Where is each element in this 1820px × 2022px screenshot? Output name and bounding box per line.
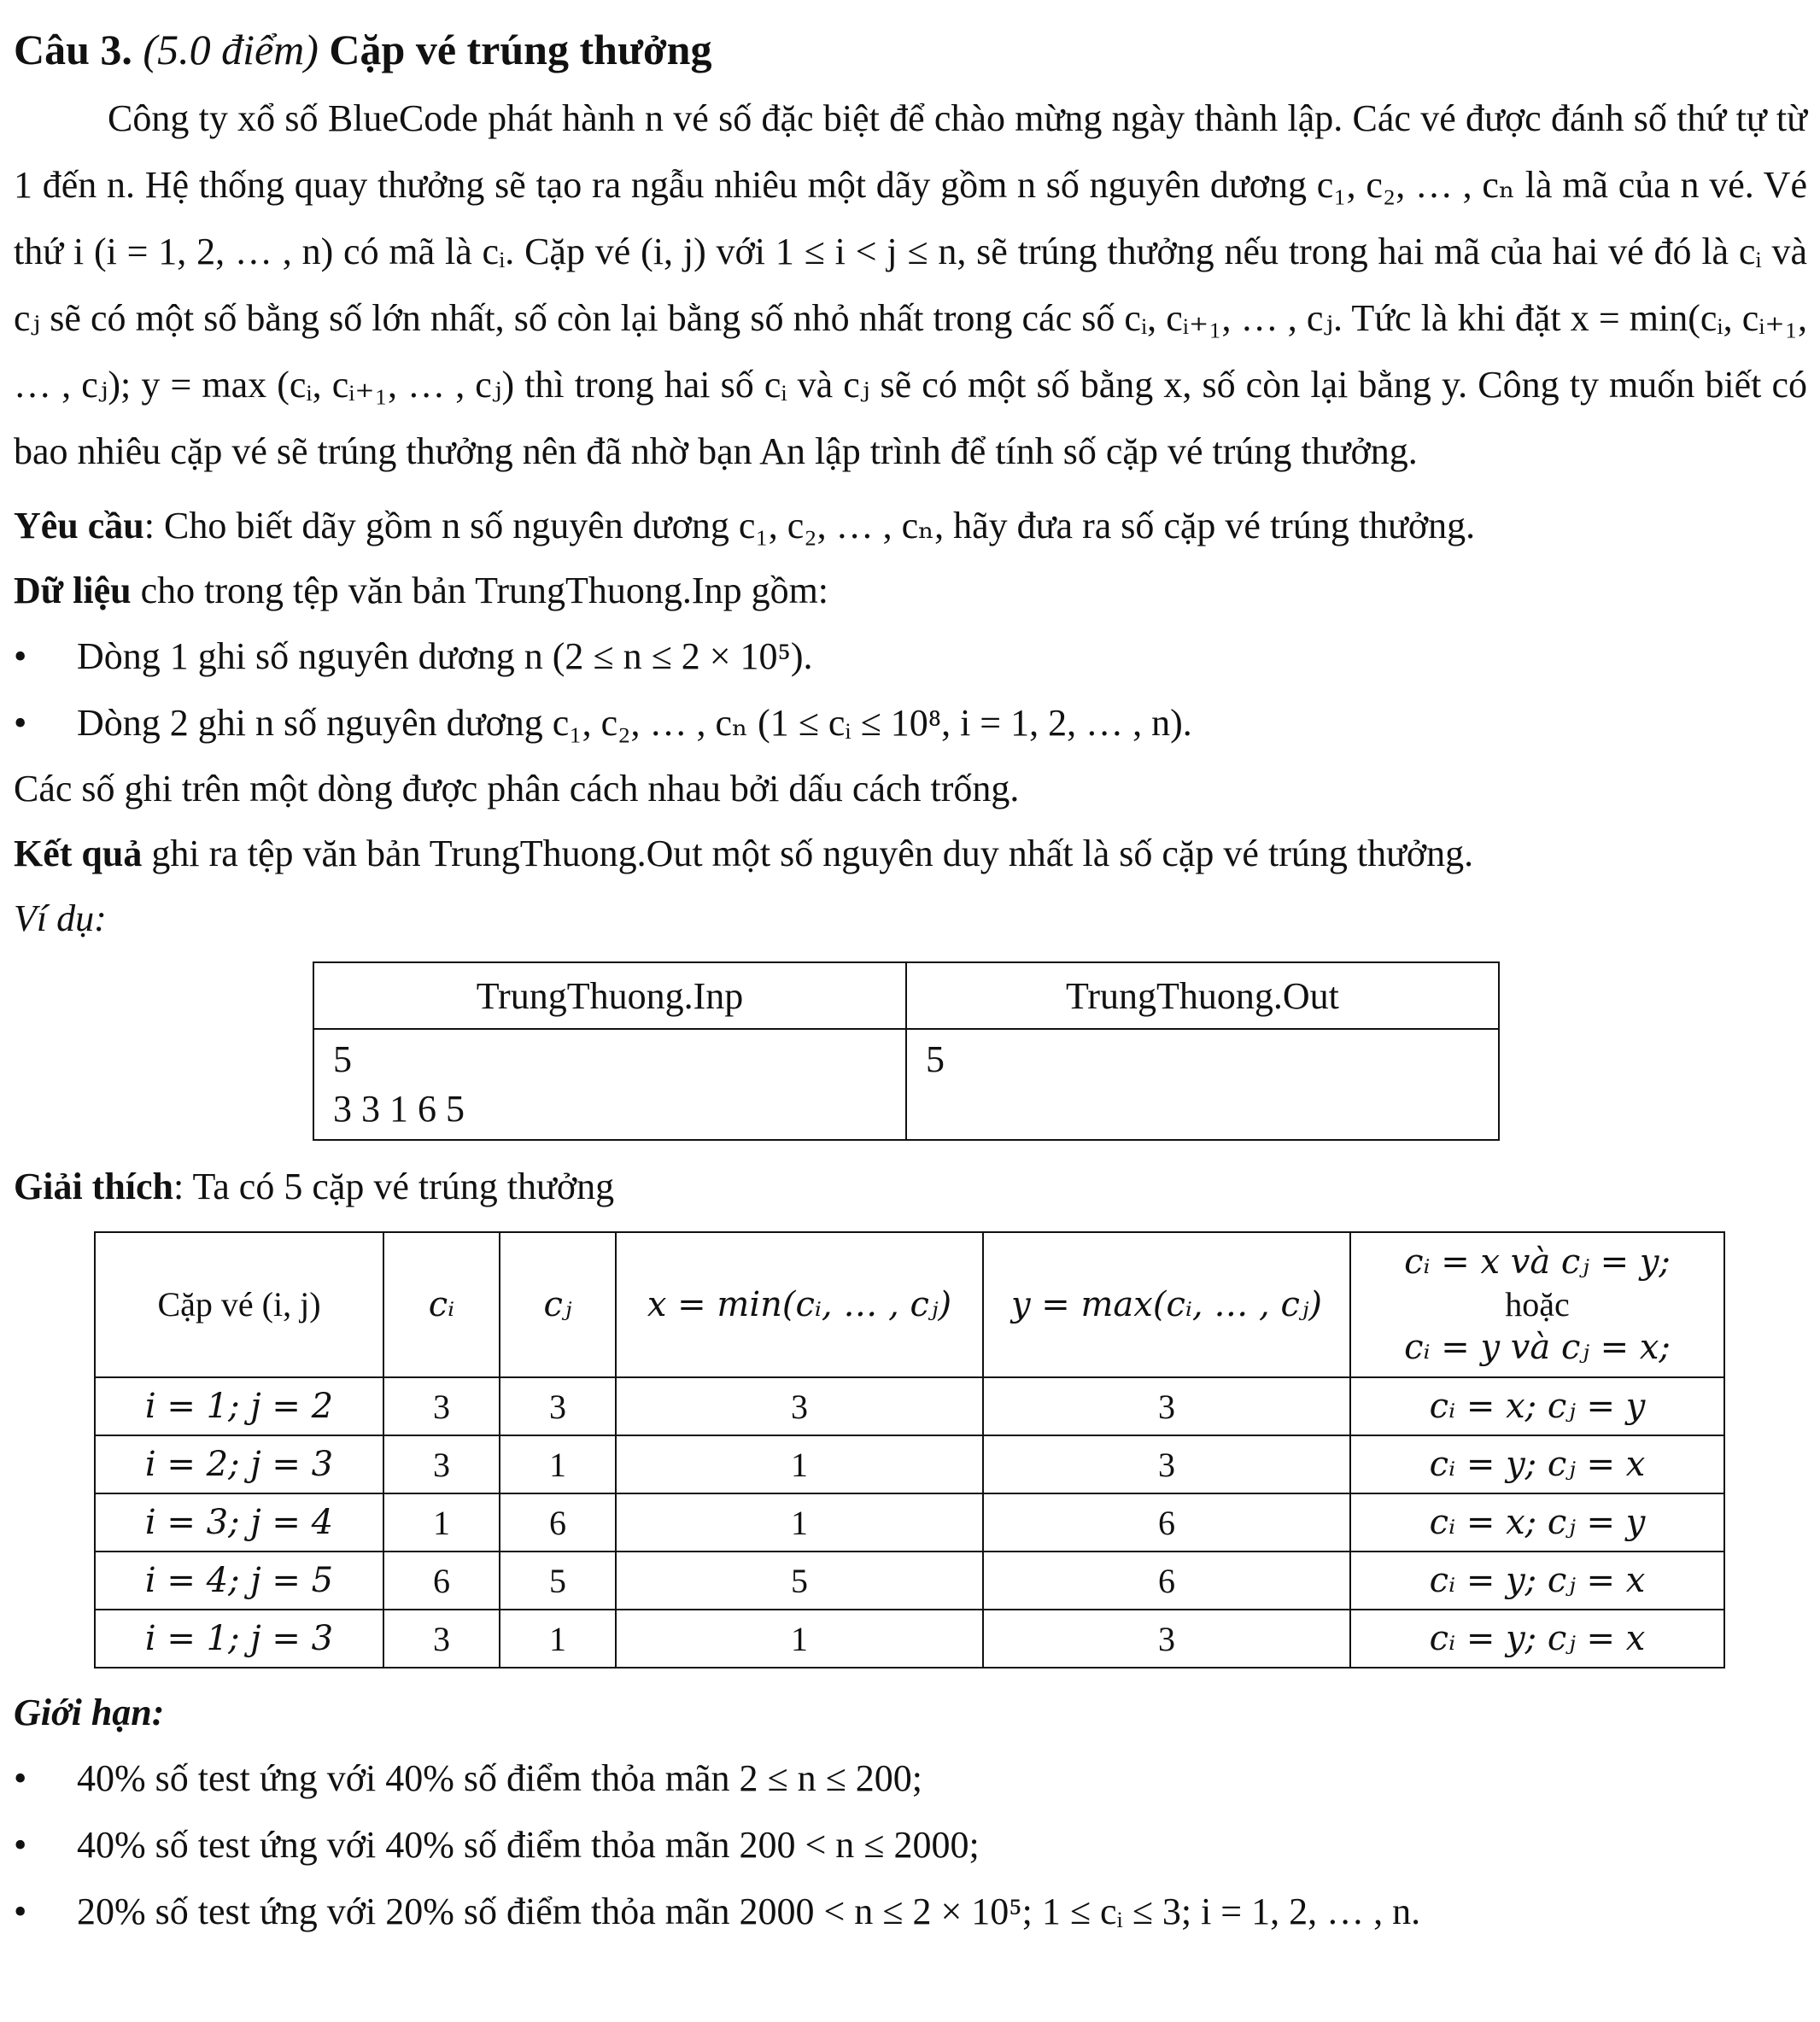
header-cj: cⱼ bbox=[500, 1232, 616, 1377]
cell-ci: 6 bbox=[383, 1552, 500, 1610]
explanation-label: Giải thích bbox=[14, 1166, 174, 1207]
request-label: Yêu cầu bbox=[14, 505, 144, 546]
cell-ci: 3 bbox=[383, 1435, 500, 1493]
example-output-line-1: 5 bbox=[925, 1038, 945, 1080]
cell-cj: 3 bbox=[500, 1377, 616, 1435]
cell-max: 6 bbox=[983, 1552, 1350, 1610]
limit-item-1: • 40% số test ứng với 40% số điểm thỏa mãn 2 ≤ n ≤ 200; bbox=[14, 1745, 1807, 1812]
header-min: x = min(cᵢ, … , cⱼ) bbox=[616, 1232, 983, 1377]
header-pair: Cặp vé (i, j) bbox=[95, 1232, 383, 1377]
request-text: : Cho biết dãy gồm n số nguyên dương c₁, c₂, … , cₙ, hãy đưa ra số cặp vé trúng thưởng. bbox=[143, 505, 1476, 546]
cell-pair: i = 2; j = 3 bbox=[95, 1435, 383, 1493]
example-input-line-2: 3 3 1 6 5 bbox=[333, 1088, 465, 1130]
cell-condition: cᵢ = y; cⱼ = x bbox=[1350, 1435, 1724, 1493]
problem-points: (5.0 điểm) bbox=[143, 26, 319, 73]
input-spec-label: Dữ liệu bbox=[14, 570, 132, 611]
limit-item-3: • 20% số test ứng với 20% số điểm thỏa mãn 2000 < n ≤ 2 × 10⁵; 1 ≤ cᵢ ≤ 3; i = 1, 2, … , n. bbox=[14, 1879, 1807, 1945]
cell-condition: cᵢ = y; cⱼ = x bbox=[1350, 1552, 1724, 1610]
cell-cj: 1 bbox=[500, 1435, 616, 1493]
cell-pair: i = 3; j = 4 bbox=[95, 1493, 383, 1552]
input-line-2: • Dòng 2 ghi n số nguyên dương c₁, c₂, … , cₙ (1 ≤ cᵢ ≤ 10⁸, i = 1, 2, … , n). bbox=[14, 690, 1807, 757]
cell-ci: 3 bbox=[383, 1610, 500, 1668]
problem-document bbox=[14, 17, 1807, 1945]
table-row bbox=[95, 1493, 1724, 1552]
cell-pair: i = 4; j = 5 bbox=[95, 1552, 383, 1610]
header-ci: cᵢ bbox=[383, 1232, 500, 1377]
problem-number: Câu 3. bbox=[14, 26, 132, 73]
header-condition-line-3: cᵢ = y và cⱼ = x; bbox=[1404, 1328, 1671, 1367]
cell-pair: i = 1; j = 2 bbox=[95, 1377, 383, 1435]
table-row bbox=[95, 1610, 1724, 1668]
output-spec-text: ghi ra tệp văn bản TrungThuong.Out một số nguyên duy nhất là số cặp vé trúng thưởng. bbox=[142, 833, 1474, 874]
intro-text: Công ty xổ số BlueCode phát hành n vé số đặc biệt để chào mừng ngày thành lập. Các vé được đánh số thứ tự từ 1 đến n. Hệ thống quay thưởng sẽ tạo ra ngẫu nhiêu một dãy gồm n số nguyên dương c₁, c₂, … , cₙ là mã của n vé. Vé thứ i (i = 1, 2, … , n) có mã là cᵢ. Cặp vé (i, j) với 1 ≤ i < j ≤ n, sẽ trúng thưởng nếu trong hai mã của hai vé đó là cᵢ và cⱼ sẽ có một số bằng số lớn nhất, số còn lại bằng số nhỏ nhất trong các số cᵢ, cᵢ₊₁, … , cⱼ. Tức là khi đặt x = min(cᵢ, cᵢ₊₁, … , cⱼ); y = max (cᵢ, cᵢ₊₁, … , cⱼ) thì trong hai số cᵢ và cⱼ sẽ có một số bằng x, số còn lại bằng y. Công ty muốn biết có bao nhiêu cặp vé sẽ trúng thưởng nên đã nhờ bạn An lập trình để tính số cặp vé trúng thưởng. bbox=[14, 97, 1807, 472]
cell-cj: 1 bbox=[500, 1610, 616, 1668]
example-output-cell bbox=[906, 1029, 1499, 1140]
explanation-text: : Ta có 5 cặp vé trúng thưởng bbox=[173, 1166, 615, 1207]
cell-min: 1 bbox=[616, 1493, 983, 1552]
input-spec-text: cho trong tệp văn bản TrungThuong.Inp gồm: bbox=[131, 570, 829, 611]
output-spec-label: Kết quả bbox=[14, 833, 143, 874]
header-max: y = max(cᵢ, … , cⱼ) bbox=[983, 1232, 1350, 1377]
cell-min: 1 bbox=[616, 1610, 983, 1668]
table-row bbox=[95, 1377, 1724, 1435]
cell-condition: cᵢ = y; cⱼ = x bbox=[1350, 1610, 1724, 1668]
separator-note: Các số ghi trên một dòng được phân cách nhau bởi dấu cách trống. bbox=[14, 768, 1020, 809]
header-condition-line-1: cᵢ = x và cⱼ = y; bbox=[1404, 1242, 1671, 1282]
problem-statement bbox=[14, 85, 1807, 485]
table-row bbox=[95, 1552, 1724, 1610]
cell-cj: 5 bbox=[500, 1552, 616, 1610]
cell-condition: cᵢ = x; cⱼ = y bbox=[1350, 1493, 1724, 1552]
cell-pair: i = 1; j = 3 bbox=[95, 1610, 383, 1668]
input-line-1: • Dòng 1 ghi số nguyên dương n (2 ≤ n ≤ 2 × 10⁵). bbox=[14, 623, 1807, 690]
output-spec-line bbox=[14, 821, 1807, 886]
cell-min: 3 bbox=[616, 1377, 983, 1435]
header-condition bbox=[1350, 1232, 1724, 1377]
cell-cj: 6 bbox=[500, 1493, 616, 1552]
request-line bbox=[14, 494, 1807, 558]
example-label: Ví dụ: bbox=[14, 897, 107, 939]
header-condition-line-2: hoặc bbox=[1505, 1285, 1570, 1324]
problem-title bbox=[14, 17, 1807, 82]
explanation-line bbox=[14, 1154, 1807, 1219]
cell-max: 6 bbox=[983, 1493, 1350, 1552]
limit-item-2: • 40% số test ứng với 40% số điểm thỏa mãn 200 < n ≤ 2000; bbox=[14, 1812, 1807, 1879]
example-table bbox=[313, 961, 1500, 1141]
cell-condition: cᵢ = x; cⱼ = y bbox=[1350, 1377, 1724, 1435]
table-row bbox=[95, 1435, 1724, 1493]
limits-label: Giới hạn: bbox=[14, 1692, 165, 1733]
cell-max: 3 bbox=[983, 1377, 1350, 1435]
cell-min: 5 bbox=[616, 1552, 983, 1610]
cell-min: 1 bbox=[616, 1435, 983, 1493]
example-input-line-1: 5 bbox=[333, 1038, 352, 1080]
cell-ci: 3 bbox=[383, 1377, 500, 1435]
example-input-cell bbox=[313, 1029, 906, 1140]
input-spec-line bbox=[14, 558, 1807, 623]
example-header-out: TrungThuong.Out bbox=[906, 962, 1499, 1029]
problem-name: Cặp vé trúng thưởng bbox=[329, 26, 712, 73]
example-header-inp: TrungThuong.Inp bbox=[313, 962, 906, 1029]
explanation-header-row bbox=[95, 1232, 1724, 1377]
cell-max: 3 bbox=[983, 1610, 1350, 1668]
cell-ci: 1 bbox=[383, 1493, 500, 1552]
cell-max: 3 bbox=[983, 1435, 1350, 1493]
explanation-table bbox=[94, 1231, 1725, 1668]
